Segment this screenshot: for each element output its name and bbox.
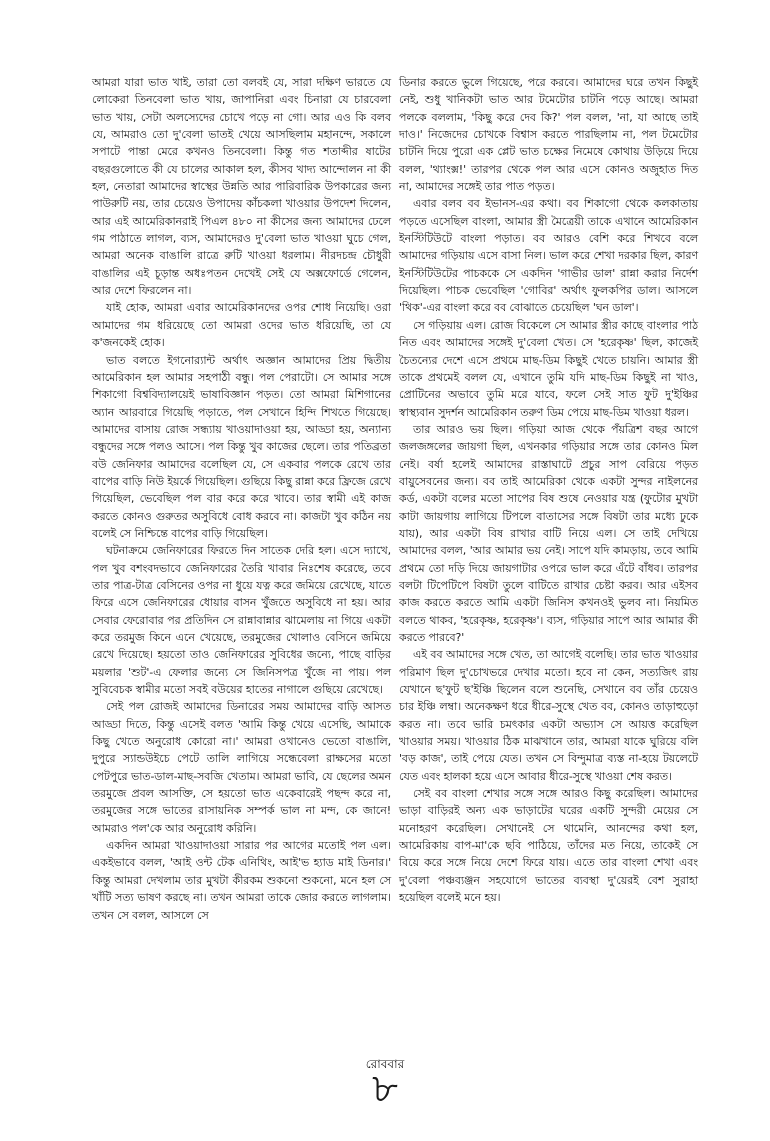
- paragraph: ঘটনাক্রমে জেনিফারের ফিরতে দিন সাতেক দেরি হল। এসে দ্যাখে, পল খুব বশংবদভাবে জেনিফারের তৈরি খাবার নিঃশেষ করেছে, তবে তার পাত্র-টাত্র বেসিনের ওপর না ধুয়ে যত্ন করে জমিয়ে রেখেছে, যাতে ফিরে এসে জেনিফারের ধোয়ার বাসন খুঁজতে অসুবিধে না হয়। আর সেবার ফেরোবার পর প্রতিদিন সে রান্নাবান্নার ঝামেলায় না গিয়ে একটা করে তরমুজ কিনে এনে খেয়েছে, তরমুজের খোলাও বেসিনে জমিয়ে রেখে দিয়েছে। হয়তো তাও জেনিফারের সুবিধের জন্যে, পাছে বাড়ির ময়লার 'শুট'-এ ফেলার জন্যে সে জিনিসপত্র খুঁজে না পায়। পল সুবিবেচক স্বামীর মতো সবই বউয়ের হাতের নাগালে গুছিয়ে রেখেছে।: [92, 544, 391, 697]
- paragraph: ভাত বলতে ইগনোর‍্যান্ট অর্থাৎ অজ্ঞান আমাদের প্রিয় দ্বিতীয় আমেরিকান হল আমার সহপাঠী বন্ধু। পল পেরাটো। সে আমার সঙ্গে শিকাগো বিশ্ববিদ্যালয়েই ভাষাবিজ্ঞান পড়ত। তো আমরা মিশিগানের অ্যান আরবারে গিয়েছি পড়াতে, পল সেখানে হিন্দি শিখতে গিয়েছে। আমাদের বাসায় রোজ সন্ধ্যায় খাওয়াদাওয়া হয়, আড্ডা হয়, অন্যান্য বন্ধুদের সঙ্গে পলও আসে। পল কিন্তু খুব কাজের ছেলে। তার পতিব্রতা বউ জেনিফার আমাদের বলেছিল যে, সে একবার পলকে রেখে তার বাপের বাড়ি নিউ ইয়র্কে গিয়েছিল। গুছিয়ে কিছু রান্না করে ফ্রিজে রেখে গিয়েছিল, ভেবেছিল পল বার করে করে খাবে। তার স্বামী এই কাজ করতে কোনও গুরুতর অসুবিধে বোধ করবে না। কাজটা খুব কঠিন নয় বলেই সে নিশ্চিন্তে বাপের বাড়ি গিয়েছিল।: [92, 353, 391, 540]
- article-column-left: [92, 74, 391, 924]
- paragraph: এই বব আমাদের সঙ্গে খেত, তা আগেই বলেছি। তার ভাত খাওয়ার পরিমাণ ছিল দু'চোখভরে দেখার মতো। হবে না কেন, সত্যজিৎ রায় যেখানে ছ'ফুট ছ'ইঞ্চি ছিলেন বলে শুনেছি, সেখানে বব তাঁর চেয়েও চার ইঞ্চি লম্বা। অনেকক্ষণ ধরে ধীরে-সুস্থে খেত বব, কোনও তাড়াহুড়ো করত না। তবে ভারি চমৎকার একটা অভ্যাস সে আয়ত্ত করেছিল খাওয়ার সময়। খাওয়ার ঠিক মাঝখানে তার, আমরা যাকে ঘুরিয়ে বলি 'বড় কাজ', তাই পেয়ে যেত। তখন সে বিন্দুমাত্র ব্যস্ত না-হয়ে টয়লেটে যেত এবং হালকা হয়ে এসে আবার ধীরে-সুস্থে খাওয়া শেষ করত।: [399, 648, 698, 783]
- paragraph: সে গড়িয়ায় এল। রোজ বিকেলে সে আমার স্ত্রীর কাছে বাংলার পাঠ নিত এবং আমাদের সঙ্গেই দু'বেলা খেত। সে 'হরেকৃষ্ণ' ছিল, কাজেই চৈতন্যের দেশে এসে প্রথমে মাছ-ডিম কিছুই খেতে চায়নি। আমার স্ত্রী তাকে প্রথমেই বলল যে, এখানে তুমি যদি মাছ-ডিম কিছুই না খাও, প্রোটিনের অভাবে তুমি মরে যাবে, ফলে সেই সাত ফুট দু'ইঞ্চির স্বাস্থ্যবান সুদর্শন আমেরিকান তরুণ ডিম পেয়ে মাছ-ডিম খাওয়া ধরল।: [399, 318, 698, 419]
- paragraph: ডিনার করতে ভুলে গিয়েছে, পরে করবে। আমাদের ঘরে তখন কিছুই নেই, শুধু খানিকটা ভাত আর টমেটোর চাটনি পড়ে আছে। আমরা পলকে বললাম, 'কিছু করে দেব কি?' পল বলল, 'না, যা আছে তাই দাও।' নিজেদের চোখকে বিশ্বাস করতে পারছিলাম না, পল টমেটোর চাটনি দিয়ে পুরো এক প্লেট ভাত চক্ষের নিমেষে কোথায় উড়িয়ে দিয়ে বলল, 'থ্যাংক্স!' তারপর থেকে পল আর এসে কোনও অজুহাত দিত না, আমাদের সঙ্গেই তার পাত পড়ত।: [399, 76, 698, 194]
- paragraph: একদিন আমরা খাওয়াদাওয়া সারার পর আগের মতোই পল এল। একইভাবে বলল, 'আই ওন্ট টেক এনিথিং, আই'ভ হ্যাড মাই ডিনার।' কিন্তু আমরা দেখলাম তার মুখটা কীরকম শুকনো শুকনো, মনে হল সে খাঁটি সত্য ভাষণ করছে না। তখন আমরা তাকে জোর করতে লাগলাম। তখন সে বলল, আসলে সে: [92, 839, 391, 922]
- magazine-name: রোববার: [365, 1057, 405, 1071]
- paragraph: সেই পল রোজই আমাদের ডিনারের সময় আমাদের বাড়ি আসত আড্ডা দিতে, কিন্তু এসেই বলত 'আমি কিন্তু খেয়ে এসেছি, আমাকে কিছু খেতে অনুরোধ কোরো না।' আমরা ওখানেও ভেতো বাঙালি, দুপুরে স্যান্ডউইচে পেটে তালি লাগিয়ে সন্ধেবেলা রাক্ষসের মতো পেটপুরে ভাত-ডাল-মাছ-সবজি খেতাম। আমরা ভাবি, যে ছেলের অমন তরমুজে প্রবল আসক্তি, সে হয়তো ভাত একেবারেই পছন্দ করে না, তরমুজের সঙ্গে ভাতের রাসায়নিক সম্পর্ক ভাল না মন্দ, কে জানে! আমরাও পল'কে আর অনুরোধ করিনি।: [92, 700, 391, 835]
- page-number: ৮: [372, 1066, 398, 1112]
- paragraph: আমরা যারা ভাত খাই, তারা তো বলবই যে, সারা দক্ষিণ ভারতে যে লোকেরা তিনবেলা ভাত খায়, জাপানিরা এবং চিনারা যে চারবেলা ভাত খায়, সেটা অলস্যেদের চোখে পড়ে না গো। আর এও কি বলব যে, আমরাও তো দু'বেলা ভাতই খেয়ে আসছিলাম মহানন্দে, সকালে সপাটে পান্তা মেরে কখনও তিনবেলা। কিন্তু গত শতাব্দীর ষাটের বছরগুলোতে কী যে চালের আকাল হল, কীসব খাদ্য আন্দোলন না কী হল, নেতারা আমাদের স্বাস্থের উন্নতি আর পারিবারিক উপকারের জন্য পাউরুটি নয়, তার চেয়েও উপাদেয় কাঁচকলা খাওয়ার উপদেশ দিলেন, আর এই আমেরিকানরাই পিএল ৪৮০ না কীসের জন্য আমাদের ঢেলে গম পাঠাতে লাগল, ব্যস, আমাদেরও দু'বেলা ভাত খাওয়া ঘুচে গেল, আমরা অনেক বাঙালি রাত্রে রুটি খাওয়া ধরলাম। নীরদচন্দ্র চৌধুরী বাঙালির এই চূড়ান্ত অধঃপতন দেখেই সেই যে অক্সফোর্ডে গেলেন, আর দেশে ফিরলেন না।: [92, 76, 391, 298]
- paragraph: সেই বব বাংলা শেখার সঙ্গে সঙ্গে আরও কিছু করেছিল। আমাদের ভাড়া বাড়িরই অন্য এক ভাড়াটের ঘরের একটি সুন্দরী মেয়ের সে মনোহরণ করেছিল। সেখানেই সে থামেনি, আনন্দের কথা হল, আমেরিকায় বাপ-মা'কে ছবি পাঠিয়ে, তাঁদের মত নিয়ে, তাকেই সে বিয়ে করে সঙ্গে নিয়ে দেশে ফিরে যায়। এতে তার বাংলা শেখা এবং দু'বেলা পঞ্চব্যঞ্জন সহযোগে ভাতের ব্যবস্থা দু'য়েরই বেশ সুরাহা হয়েছিল বলেই মনে হয়।: [399, 787, 698, 905]
- paragraph: যাই হোক, আমরা এবার আমেরিকানদের ওপর শোধ নিয়েছি। ওরা আমাদের গম ধরিয়েছে তো আমরা ওদের ভাত ধরিয়েছি, তা যে ক'জনকেই হোক।: [92, 301, 391, 350]
- paragraph: এবার বলব বব ইভানস-এর কথা। বব শিকাগো থেকে কলকাতায় পড়তে এসেছিল বাংলা, আমার স্ত্রী মৈত্রেয়ী তাকে এখানে আমেরিকান ইনস্টিটিউটে বাংলা পড়াত। বব আরও বেশি করে শিখবে বলে আমাদের গড়িয়ায় এসে বাসা নিল। ভাল করে শেখা দরকার ছিল, কারণ ইনস্টিটিউটের পাচককে সে একদিন 'গাভীর ডাল' রান্না করার নির্দেশ দিয়েছিল। পাচক ভেবেছিল 'গোবির' অর্থাৎ ফুলকপির ডাল। আসলে 'থিক'-এর বাংলা করে বব বোঝাতে চেয়েছিল 'ঘন ডাল'।: [399, 197, 698, 315]
- page-footer: [0, 1056, 770, 1110]
- article-column-right: [399, 74, 698, 907]
- paragraph: তার আরও ভয় ছিল। গড়িয়া আজ থেকে পঁয়ত্রিশ বছর আগে জলজঙ্গলের জায়গা ছিল, এখনকার গড়িয়ার সঙ্গে তার কোনও মিল নেই। বর্ষা হলেই আমাদের রাস্তাঘাটে প্রচুর সাপ বেরিয়ে পড়ত বায়ুসেবনের জন্য। বব তাই আমেরিকা থেকে একটা সুন্দর নাইলনের কর্ড, একটা বলের মতো সাপের বিষ শুষে নেওয়ার যন্ত্র (ফুটোর মুখটা কাটা জায়গায় লাগিয়ে টিপলে বাতাসের সঙ্গে বিষটা তার মধ্যে ঢুকে যায়), আর একটা বিষ রাখার বাটি নিয়ে এল। সে তাই দেখিয়ে আমাদের বলল, 'আর আমার ভয় নেই। সাপে যদি কামড়ায়, তবে আমি প্রথমে তো দড়ি দিয়ে জায়গাটার ওপরে ভাল করে এঁটে বাঁধব। তারপর বলটা টিপেটিপে বিষটা তুলে বাটিতে রাখার চেষ্টা করব। আর এইসব কাজ করতে করতে আমি একটা জিনিস কখনওই ভুলব না। নিয়মিত বলতে থাকব, 'হরেকৃষ্ণ, হরেকৃষ্ণ'। ব্যস, গড়িয়ার সাপে আর আমার কী করতে পারবে?': [399, 422, 698, 644]
